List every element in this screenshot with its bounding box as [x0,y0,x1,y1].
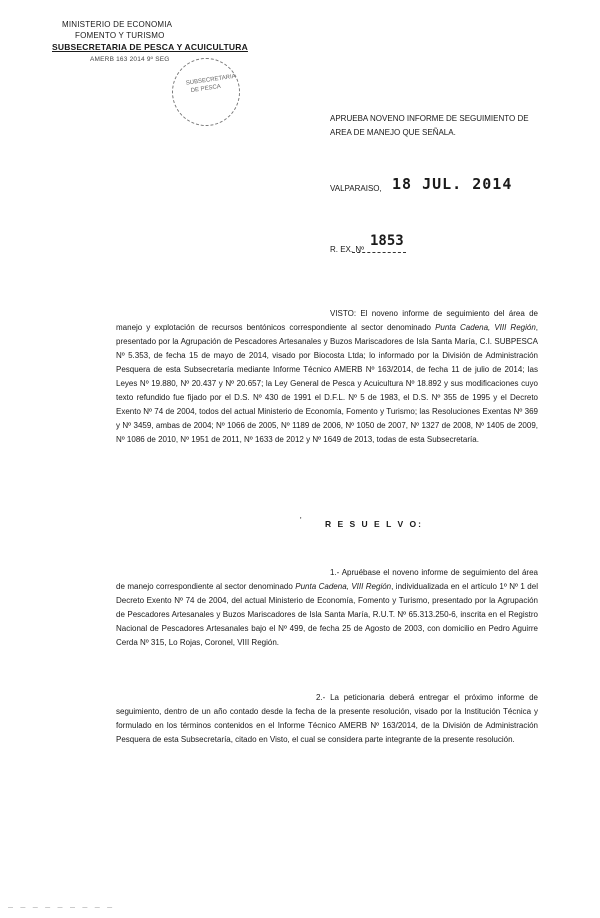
visto-paragraph [116,307,538,447]
header-subsecretaria: SUBSECRETARIA DE PESCA Y ACUICULTURA [52,42,248,52]
resolution-point-1 [116,566,538,650]
header-reference: AMERB 163 2014 9º SEG [90,56,170,63]
document-subject: APRUEBA NOVENO INFORME DE SEGUIMIENTO DE AREA DE MANEJO QUE SEÑALA. [330,114,529,137]
header-fomento: FOMENTO Y TURISMO [75,31,165,40]
resolution-number-line [352,252,406,253]
resolution-point-2: 2.- La peticionaria deberá entregar el próximo informe de seguimiento, dentro de un año contado desde la fecha de la presente resolución, visado por la Institución Técnica y formulado en los términos contenidos en el Informe Técnico AMERB Nº 163/2014, de la División de Administración Pesquera de esta Subsecretaría, citado en Visto, el cual se considera parte integrante de la presente resolución. [116,693,538,744]
visto-rest: , presentado por la Agrupación de Pescadores Artesanales y Buzos Mariscadores de Isla Santa María, C.I. SUBPESCA Nº 5.353, de fecha 15 de mayo de 2014, visado por Biocosta Ltda; lo informado por la División de Administración Pesquera de esta Subsecretaría mediante Informe Técnico AMERB Nº 163/2014, de fecha 11 de julio de 2014; las Leyes Nº 19.880, Nº 20.437 y Nº 20.657; la Ley General de Pesca y Acuicultura Nº 18.892 y sus modificaciones cuyo texto refundido fue fijado por el D.S. Nº 430 de 1991 el D.F.L. Nº 5 de 1983, el D.S. Nº 355 de 1995 y el Decreto Exento Nº 74 de 2004, todos del actual Ministerio de Economía, Fomento y Turismo; las Resoluciones Exentas Nº 369 y Nº 3459, ambas de 2004; Nº 1066 de 2005, Nº 1189 de 2006, Nº 1050 de 2007, Nº 1327 de 2008, Nº 1405 de 2009, Nº 1086 de 2010, Nº 1951 de 2011, Nº 1633 de 2012 y Nº 1649 de 2013, todas de esta Subsecretaría. [116,323,538,444]
office-stamp [172,58,240,126]
margin-mark: ' [300,516,302,525]
document-date: 18 JUL. 2014 [392,175,513,193]
point-1-intro: 1.- Apruébase el noveno informe de seguimiento del área de manejo correspondiente al sector denominado [116,568,538,591]
stamp-text: SUBSECRETARIA DE PESCA [185,73,237,95]
point-1-sector: Punta Cadena, VIII Región [295,582,392,591]
point-1-rest: , individualizada en el artículo 1º Nº 1 del Decreto Exento Nº 74 de 2004, del actual Ministerio de Economía, Fomento y Turismo, presentado por la Agrupación de Pescadores Artesanales y Buzos Mariscadores de Isla Santa María, R.U.T. Nº 65.313.250-6, inscrita en el Registro Nacional de Pescadores Artesanales bajo el Nº 499, de fecha 25 de Agosto de 2003, con domicilio en Pedro Aguirre Cerda Nº 315, Lo Rojas, Coronel, VIII Región. [116,582,538,647]
visto-sector: Punta Cadena, VIII Región [435,323,536,332]
resuelvo-heading: R E S U E L V O: [325,519,423,529]
resolution-label: R. EX. Nº [330,245,365,254]
visto-intro: VISTO: El noveno informe de seguimiento del área de manejo y explotación de recursos bentónicos correspondiente al sector denominado [116,309,538,332]
resolution-number: 1853 [370,233,404,249]
place-label: VALPARAISO, [330,184,382,193]
page-footer-marks: — — — — — — — — — [8,905,116,911]
header-ministry: MINISTERIO DE ECONOMIA [62,20,173,29]
